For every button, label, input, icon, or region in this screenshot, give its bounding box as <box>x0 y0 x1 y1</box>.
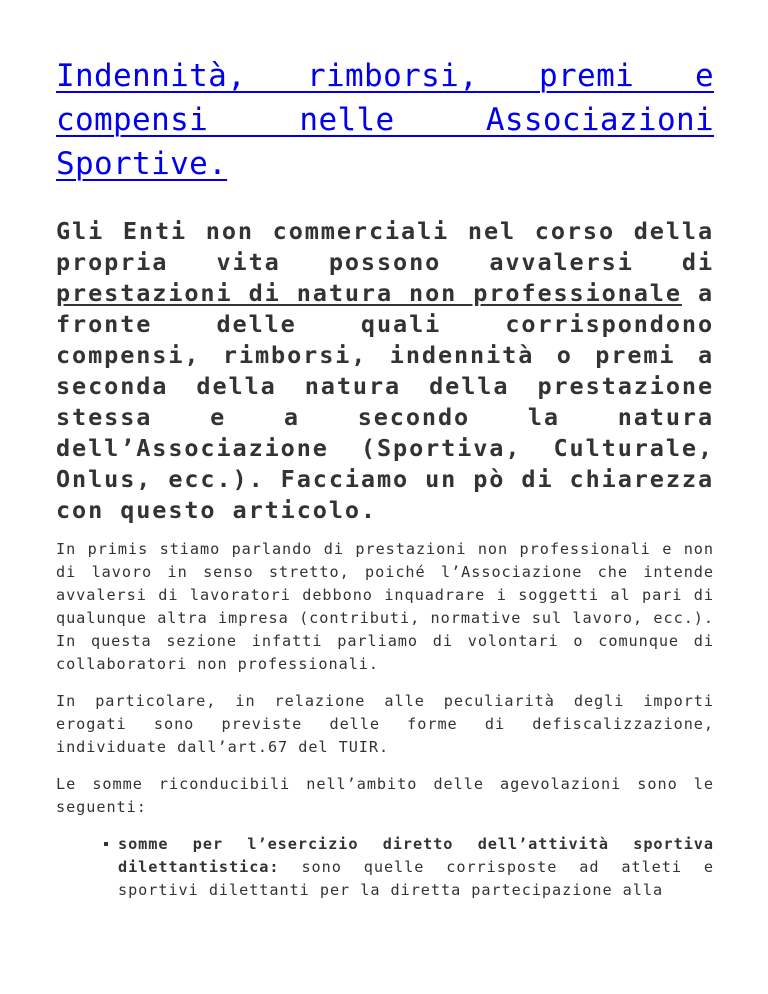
list-item <box>118 833 714 902</box>
lead-text-end: a fronte delle quali corrispondono compensi, rimborsi, indennità o premi a seconda della natura della prestazione stessa e a secondo la natura dell’Associazione (Sportiva, Culturale, Onlus, ecc.). Facciamo un pò di chiarezza con questo articolo. <box>56 279 714 524</box>
bullet-icon <box>104 842 108 846</box>
article-lead <box>56 216 714 526</box>
article <box>56 0 714 902</box>
list-item-text: sono quelle corrisposte ad atleti e sportivi dilettanti per la diretta partecipazione alla <box>118 858 714 899</box>
paragraph-3: Le somme riconducibili nell’ambito delle agevolazioni sono le seguenti: <box>56 775 714 816</box>
article-title-link[interactable]: Indennità, rimborsi, premi e compensi nelle Associazioni Sportive. <box>56 58 714 182</box>
lead-text-start: Gli Enti non commerciali nel corso della propria vita possono avvalersi di <box>56 217 714 276</box>
lead-underlined-text: prestazioni di natura non professionale <box>56 279 682 307</box>
paragraph-1: In primis stiamo parlando di prestazioni non professionali e non di lavoro in senso stretto, poiché l’Associazione che intende avvalersi di lavoratori debbono inquadrare i soggetti al pari di qualunque altra impresa (contributi, normative sul lavoro, ecc.). In questa sezione infatti parliamo di volontari o comunque di collaboratori non professionali. <box>56 540 714 673</box>
paragraph-2: In particolare, in relazione alle peculiarità degli importi erogati sono previste delle forme di defiscalizzazione, individuate dall’art.67 del TUIR. <box>56 692 714 756</box>
article-title <box>56 0 714 186</box>
benefits-list <box>56 833 714 902</box>
list-item-heading: somme per l’esercizio diretto dell’attività sportiva dilettantistica: <box>118 835 714 876</box>
